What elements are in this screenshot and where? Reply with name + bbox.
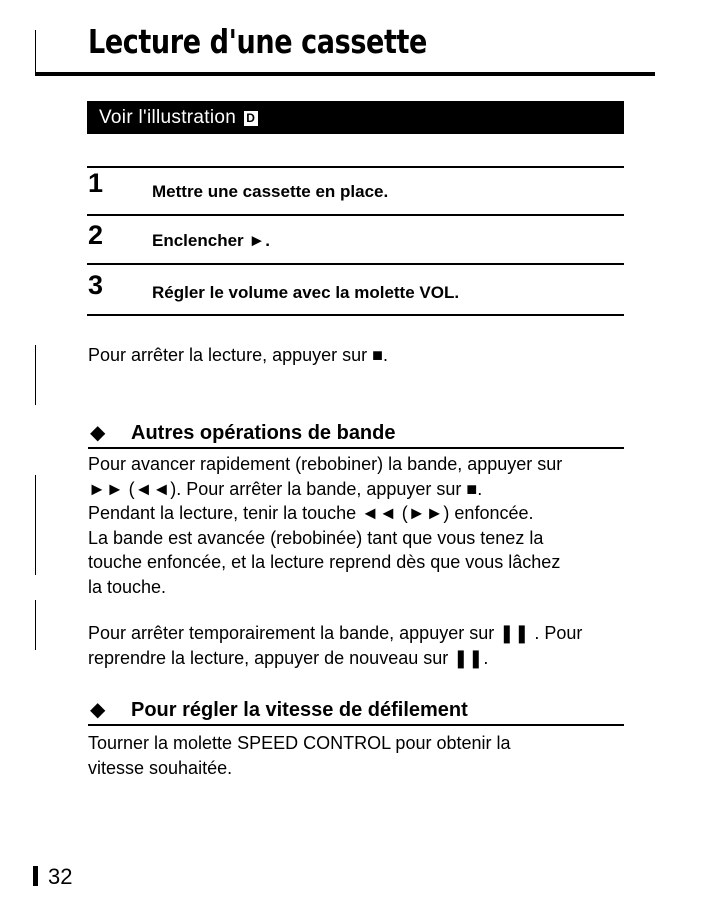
page-title: Lecture d'une cassette (88, 22, 427, 61)
body-line: Tourner la molette SPEED CONTROL pour obtenir la (88, 733, 511, 753)
title-rule (35, 72, 655, 76)
page-number-text: 32 (48, 864, 73, 889)
body-line: Pendant la lecture, tenir la touche ◄◄ (►►) enfoncée. (88, 503, 534, 523)
pause-line: reprendre la lecture, appuyer de nouveau sur ❚❚. (88, 648, 489, 668)
section-heading-text: Pour régler la vitesse de défilement (131, 699, 468, 721)
body-line: la touche. (88, 577, 167, 597)
body-line: Pour avancer rapidement (rebobiner) la bande, appuyer sur (88, 454, 563, 474)
page-marker (33, 866, 38, 886)
body-line: touche enfoncée, et la lecture reprend dès que vous lâchez (88, 552, 561, 572)
stop-note: Pour arrêter la lecture, appuyer sur ■. (88, 345, 389, 365)
body-line: ►► (◄◄). Pour arrêter la bande, appuyer sur ■. (88, 479, 483, 499)
illustration-banner (87, 101, 624, 134)
illustration-badge: D (244, 111, 258, 126)
page-number (33, 864, 72, 890)
step-divider (87, 214, 624, 216)
step-divider (87, 263, 624, 265)
section-heading-tape-operations (90, 420, 396, 445)
section-rule (88, 724, 624, 726)
diamond-bullet-icon: ◆ (90, 422, 106, 444)
section-rule (88, 447, 624, 449)
step-number: 3 (88, 270, 104, 300)
pause-line: Pour arrêter temporairement la bande, appuyer sur ❚❚ . Pour (88, 623, 583, 643)
section-heading-speed (90, 697, 468, 722)
step-number: 2 (88, 220, 104, 250)
step-text: Mettre une cassette en place. (152, 182, 389, 201)
margin-line (35, 345, 36, 405)
margin-line (35, 475, 36, 575)
step-text: Régler le volume avec la molette VOL. (152, 283, 460, 302)
section-heading-text: Autres opérations de bande (131, 422, 396, 444)
margin-line-top (35, 30, 36, 75)
banner-label: Voir l'illustration (99, 107, 237, 128)
diamond-bullet-icon: ◆ (90, 699, 106, 721)
body-line: vitesse souhaitée. (88, 758, 233, 778)
step-number: 1 (88, 168, 104, 198)
step-divider (87, 314, 624, 316)
body-line: La bande est avancée (rebobinée) tant que vous tenez la (88, 528, 544, 548)
step-text: Enclencher ►. (152, 231, 270, 250)
margin-line (35, 600, 36, 650)
step-divider (87, 166, 624, 168)
